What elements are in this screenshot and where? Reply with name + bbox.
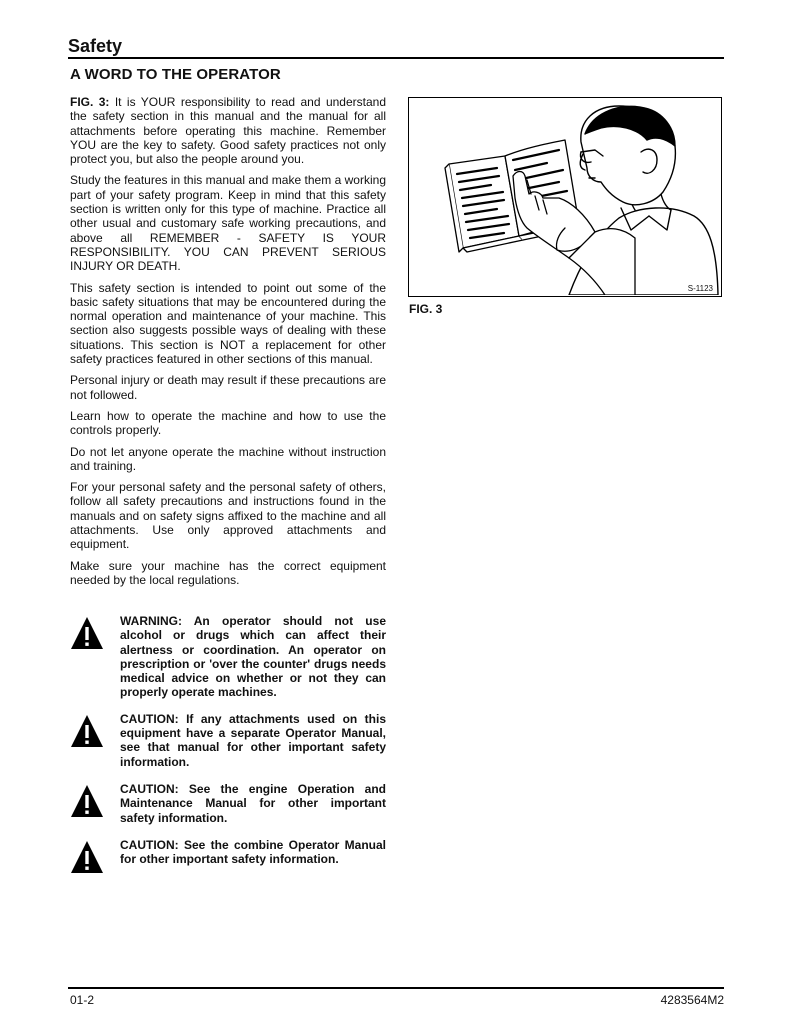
paragraph-learn: Learn how to operate the machine and how to use the controls properly. <box>70 408 386 438</box>
fig-reference: FIG. 3: <box>70 95 110 109</box>
footer-rule <box>68 987 724 989</box>
paragraph-equipment: Make sure your machine has the correct equipment needed by the local regulations. <box>70 558 386 587</box>
body-text-column <box>70 95 386 594</box>
warning-text: WARNING: An operator should not use alcohol or drugs which can affect their alertness or coordination. An operator on prescription or 'over the counter' drugs needs medical advice on whether or not they can properly operate machines. <box>120 614 386 700</box>
figure-caption: FIG. 3 <box>409 302 443 316</box>
paragraph-purpose: This safety section is intended to point out some of the basic safety situations that may be encountered during the normal operation and maintenance of your machine. This section also suggests possible ways of dealing with these situations. This section is NOT a replacement for other safety practices featured in other sections of this manual. <box>70 280 386 367</box>
warnings-list <box>70 614 386 874</box>
paragraph-precautions: For your personal safety and the personal safety of others, follow all safety precautions and instructions found in the manuals and on safety signs affixed to the machine and all attachments. Use only approved attachments and equipment. <box>70 480 386 552</box>
caution-combine-manual <box>70 838 386 874</box>
paragraph-injury: Personal injury or death may result if these precautions are not followed. <box>70 373 386 402</box>
caution-text: CAUTION: If any attachments used on this equipment have a separate Operator Manual, see that manual for other important safety information. <box>120 711 386 769</box>
paragraph-study: Study the features in this manual and make them a working part of your safety program. Keep in mind that this safety section is written only for this type of machine. Practice all other usual and customary safe working precautions, and above all REMEMBER - SAFETY IS YOUR RESPONSIBILITY. YOU CAN PREVENT SERIOUS INJURY OR DEATH. <box>70 173 386 274</box>
page-number: 01-2 <box>70 993 95 1007</box>
document-number: 4283564M2 <box>660 993 724 1007</box>
section-heading: A WORD TO THE OPERATOR <box>70 66 281 83</box>
warning-triangle-icon <box>70 784 104 818</box>
figure-3-box <box>408 97 722 297</box>
paragraph-intro <box>70 95 386 166</box>
warning-triangle-icon <box>70 840 104 874</box>
page-header <box>68 36 724 56</box>
caution-text: CAUTION: See the engine Operation and Maintenance Manual for other important safety information. <box>120 781 386 825</box>
paragraph-training: Do not let anyone operate the machine without instruction and training. <box>70 444 386 473</box>
caution-text: CAUTION: See the combine Operator Manual for other important safety information. <box>120 837 386 867</box>
operator-reading-manual-illustration <box>409 98 720 295</box>
paragraph-intro-text: It is YOUR responsibility to read and understand the safety section in this manual and the manual for all attachments before operating this machine. Remember YOU are the key to safety. Good safety practices not only protect you, but also the people around you. <box>70 95 386 167</box>
section-title: Safety <box>68 36 123 56</box>
caution-engine-manual <box>70 782 386 825</box>
caution-attachments <box>70 712 386 769</box>
figure-code: S-1123 <box>687 284 713 293</box>
warning-triangle-icon <box>70 714 104 748</box>
warning-alcohol-drugs <box>70 614 386 700</box>
warning-triangle-icon <box>70 616 104 650</box>
header-rule <box>68 57 724 59</box>
